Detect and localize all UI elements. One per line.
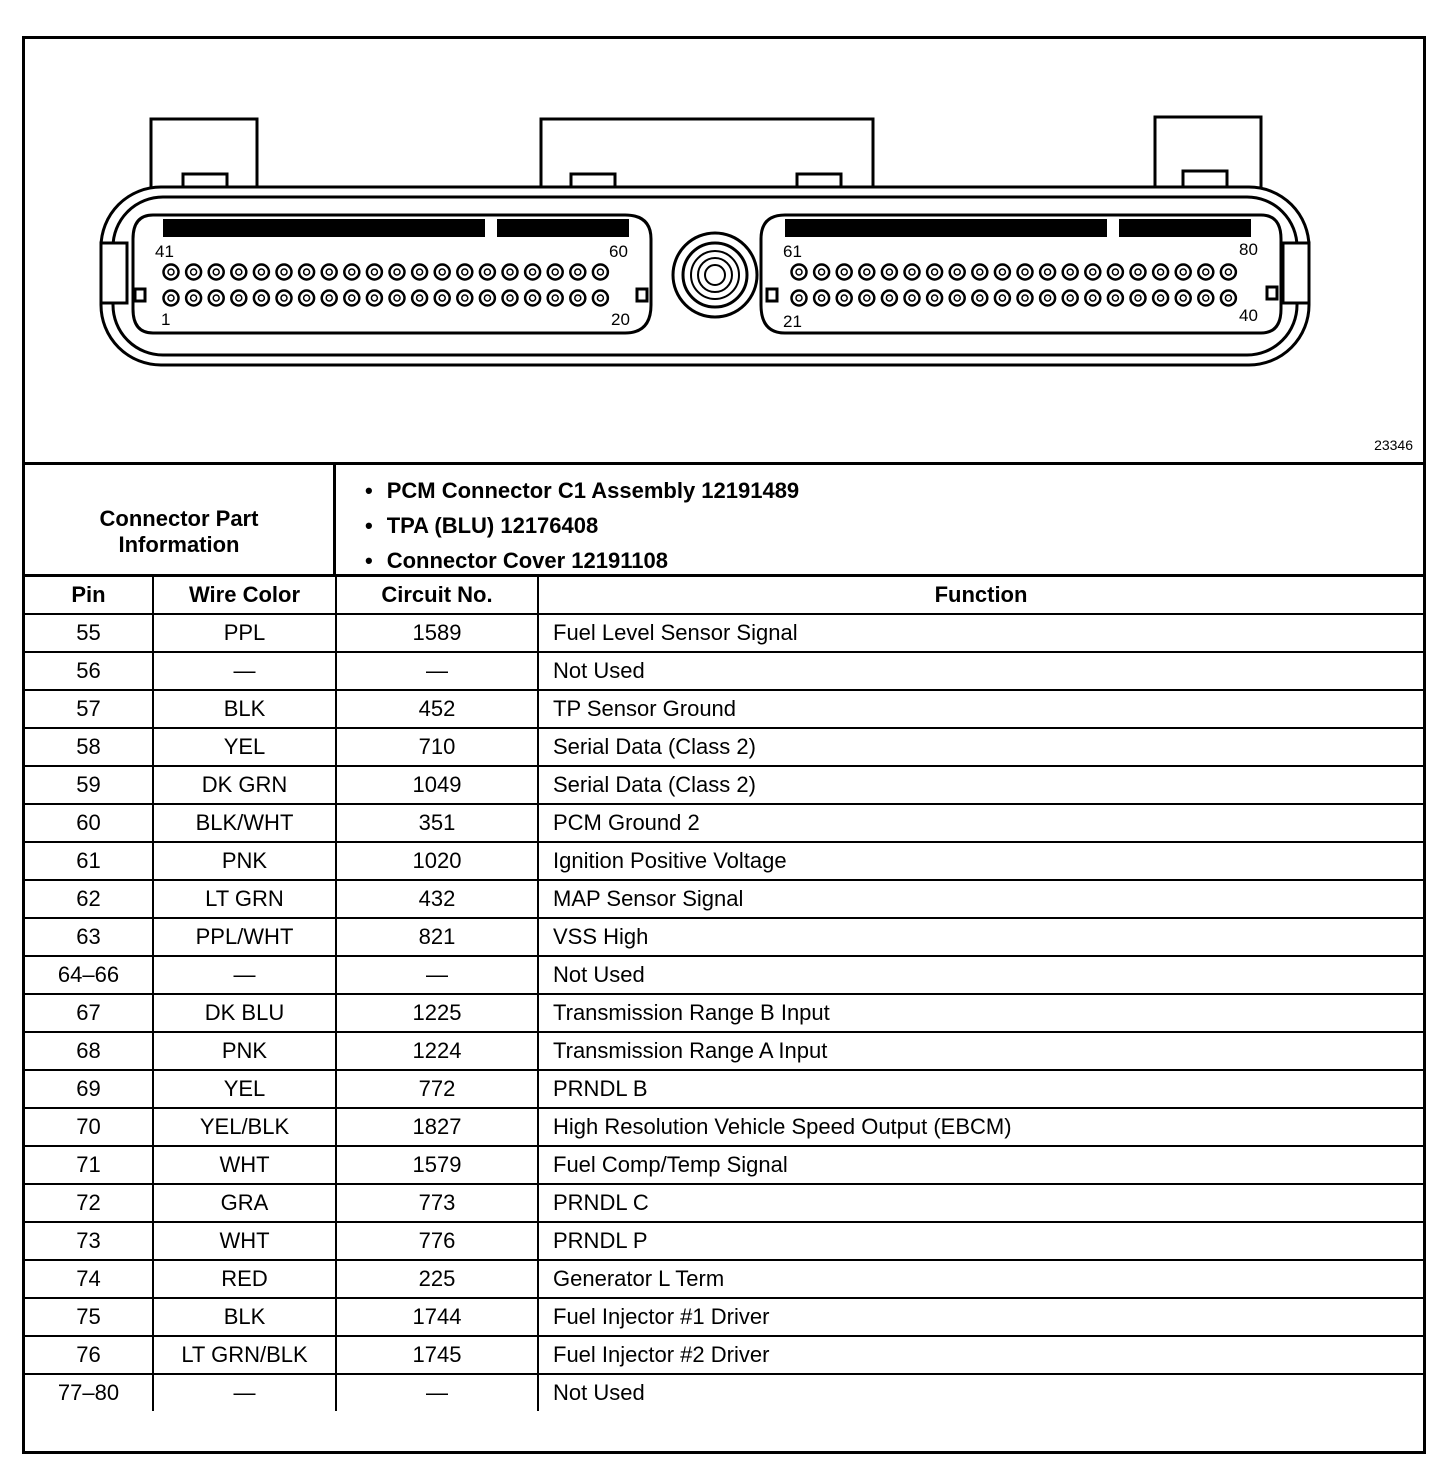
cell-circuit-no: 1224 bbox=[336, 1032, 538, 1070]
cell-function: Ignition Positive Voltage bbox=[538, 842, 1423, 880]
cell-pin: 56 bbox=[25, 652, 153, 690]
pin-label-80: 80 bbox=[1239, 240, 1258, 259]
cell-wire-color: YEL bbox=[153, 728, 336, 766]
cell-circuit-no: 452 bbox=[336, 690, 538, 728]
table-row bbox=[25, 1070, 1423, 1108]
header-wire-color: Wire Color bbox=[153, 577, 336, 614]
cell-function: Not Used bbox=[538, 652, 1423, 690]
table-row bbox=[25, 1260, 1423, 1298]
cell-wire-color: YEL/BLK bbox=[153, 1108, 336, 1146]
cell-wire-color: — bbox=[153, 956, 336, 994]
cell-pin: 75 bbox=[25, 1298, 153, 1336]
connector-part-information bbox=[25, 465, 1423, 577]
cell-wire-color: LT GRN/BLK bbox=[153, 1336, 336, 1374]
header-pin: Pin bbox=[25, 577, 153, 614]
pin-table-body bbox=[25, 614, 1423, 1411]
cell-function: PRNDL C bbox=[538, 1184, 1423, 1222]
cell-circuit-no: 351 bbox=[336, 804, 538, 842]
cell-circuit-no: 773 bbox=[336, 1184, 538, 1222]
cell-wire-color: — bbox=[153, 1374, 336, 1411]
table-row bbox=[25, 1146, 1423, 1184]
table-row bbox=[25, 766, 1423, 804]
cell-pin: 74 bbox=[25, 1260, 153, 1298]
cell-wire-color: WHT bbox=[153, 1146, 336, 1184]
table-row bbox=[25, 1032, 1423, 1070]
cell-circuit-no: — bbox=[336, 956, 538, 994]
table-row bbox=[25, 1222, 1423, 1260]
cell-wire-color: PPL/WHT bbox=[153, 918, 336, 956]
cell-circuit-no: — bbox=[336, 652, 538, 690]
cell-function: Not Used bbox=[538, 956, 1423, 994]
cell-pin: 63 bbox=[25, 918, 153, 956]
table-row bbox=[25, 1108, 1423, 1146]
cell-pin: 68 bbox=[25, 1032, 153, 1070]
header-function: Function bbox=[538, 577, 1423, 614]
cell-wire-color: — bbox=[153, 652, 336, 690]
part-info-label bbox=[25, 465, 336, 574]
table-row bbox=[25, 956, 1423, 994]
pin-table bbox=[25, 577, 1423, 1411]
cell-function: TP Sensor Ground bbox=[538, 690, 1423, 728]
cell-wire-color: PNK bbox=[153, 842, 336, 880]
cell-function: Fuel Injector #2 Driver bbox=[538, 1336, 1423, 1374]
cell-function: Serial Data (Class 2) bbox=[538, 728, 1423, 766]
cell-circuit-no: 1225 bbox=[336, 994, 538, 1032]
cell-pin: 76 bbox=[25, 1336, 153, 1374]
cell-pin: 67 bbox=[25, 994, 153, 1032]
table-row bbox=[25, 918, 1423, 956]
cell-circuit-no: 432 bbox=[336, 880, 538, 918]
cell-pin: 77–80 bbox=[25, 1374, 153, 1411]
figure-number: 23346 bbox=[1374, 437, 1413, 453]
cell-function: Not Used bbox=[538, 1374, 1423, 1411]
table-row bbox=[25, 652, 1423, 690]
cell-pin: 64–66 bbox=[25, 956, 153, 994]
cell-circuit-no: 1744 bbox=[336, 1298, 538, 1336]
table-row bbox=[25, 1298, 1423, 1336]
cell-pin: 55 bbox=[25, 614, 153, 652]
cell-circuit-no: 710 bbox=[336, 728, 538, 766]
cell-pin: 62 bbox=[25, 880, 153, 918]
cell-wire-color: LT GRN bbox=[153, 880, 336, 918]
table-row bbox=[25, 1374, 1423, 1411]
cell-pin: 70 bbox=[25, 1108, 153, 1146]
cell-pin: 59 bbox=[25, 766, 153, 804]
connector-illustration bbox=[25, 39, 1423, 459]
table-row bbox=[25, 842, 1423, 880]
cell-wire-color: DK GRN bbox=[153, 766, 336, 804]
part-info-label-line2: Information bbox=[118, 531, 240, 557]
cell-function: Transmission Range A Input bbox=[538, 1032, 1423, 1070]
cell-function: High Resolution Vehicle Speed Output (EBCM) bbox=[538, 1108, 1423, 1146]
left-key-bar-long bbox=[163, 219, 485, 237]
cell-circuit-no: 1020 bbox=[336, 842, 538, 880]
cell-circuit-no: 776 bbox=[336, 1222, 538, 1260]
cell-pin: 72 bbox=[25, 1184, 153, 1222]
pin-label-21: 21 bbox=[783, 312, 802, 331]
cell-function: Fuel Comp/Temp Signal bbox=[538, 1146, 1423, 1184]
connector-diagram-area bbox=[25, 39, 1423, 465]
cell-wire-color: PNK bbox=[153, 1032, 336, 1070]
header-circuit-no: Circuit No. bbox=[336, 577, 538, 614]
cell-function: PCM Ground 2 bbox=[538, 804, 1423, 842]
cell-wire-color: BLK bbox=[153, 1298, 336, 1336]
cell-wire-color: YEL bbox=[153, 1070, 336, 1108]
cell-function: VSS High bbox=[538, 918, 1423, 956]
cell-function: PRNDL B bbox=[538, 1070, 1423, 1108]
cell-pin: 73 bbox=[25, 1222, 153, 1260]
pin-label-20: 20 bbox=[611, 310, 630, 329]
cell-pin: 61 bbox=[25, 842, 153, 880]
cell-pin: 69 bbox=[25, 1070, 153, 1108]
table-row bbox=[25, 690, 1423, 728]
table-row bbox=[25, 880, 1423, 918]
table-header-row bbox=[25, 577, 1423, 614]
pin-label-60: 60 bbox=[609, 242, 628, 261]
cell-wire-color: DK BLU bbox=[153, 994, 336, 1032]
cell-wire-color: GRA bbox=[153, 1184, 336, 1222]
table-row bbox=[25, 1184, 1423, 1222]
table-row bbox=[25, 804, 1423, 842]
cell-pin: 60 bbox=[25, 804, 153, 842]
cell-function: PRNDL P bbox=[538, 1222, 1423, 1260]
pin-label-61: 61 bbox=[783, 242, 802, 261]
table-row bbox=[25, 994, 1423, 1032]
cell-wire-color: WHT bbox=[153, 1222, 336, 1260]
cell-wire-color: BLK/WHT bbox=[153, 804, 336, 842]
cell-circuit-no: 1745 bbox=[336, 1336, 538, 1374]
cell-function: MAP Sensor Signal bbox=[538, 880, 1423, 918]
cell-circuit-no: 1589 bbox=[336, 614, 538, 652]
cell-pin: 71 bbox=[25, 1146, 153, 1184]
cell-function: Generator L Term bbox=[538, 1260, 1423, 1298]
part-info-item: • PCM Connector C1 Assembly 12191489 bbox=[365, 473, 799, 508]
right-key-bar-long bbox=[785, 219, 1107, 237]
cell-function: Serial Data (Class 2) bbox=[538, 766, 1423, 804]
cell-circuit-no: 225 bbox=[336, 1260, 538, 1298]
cell-circuit-no: — bbox=[336, 1374, 538, 1411]
table-row bbox=[25, 614, 1423, 652]
right-key-bar-short bbox=[1119, 219, 1251, 237]
cell-circuit-no: 821 bbox=[336, 918, 538, 956]
cell-pin: 57 bbox=[25, 690, 153, 728]
cell-circuit-no: 1579 bbox=[336, 1146, 538, 1184]
pin-label-41: 41 bbox=[155, 242, 174, 261]
part-info-list bbox=[365, 473, 799, 578]
cell-circuit-no: 772 bbox=[336, 1070, 538, 1108]
cell-wire-color: BLK bbox=[153, 690, 336, 728]
part-info-item: • Connector Cover 12191108 bbox=[365, 543, 799, 578]
cell-function: Fuel Injector #1 Driver bbox=[538, 1298, 1423, 1336]
cell-circuit-no: 1049 bbox=[336, 766, 538, 804]
cell-function: Transmission Range B Input bbox=[538, 994, 1423, 1032]
table-row bbox=[25, 728, 1423, 766]
cell-circuit-no: 1827 bbox=[336, 1108, 538, 1146]
document-frame bbox=[22, 36, 1426, 1454]
pin-label-40: 40 bbox=[1239, 306, 1258, 325]
part-info-label-line1: Connector Part bbox=[99, 505, 259, 531]
center-bolt-icon bbox=[673, 233, 757, 317]
part-info-item: • TPA (BLU) 12176408 bbox=[365, 508, 799, 543]
pin-label-1: 1 bbox=[161, 310, 171, 329]
left-key-bar-short bbox=[497, 219, 629, 237]
cell-pin: 58 bbox=[25, 728, 153, 766]
table-row bbox=[25, 1336, 1423, 1374]
cell-wire-color: PPL bbox=[153, 614, 336, 652]
cell-wire-color: RED bbox=[153, 1260, 336, 1298]
cell-function: Fuel Level Sensor Signal bbox=[538, 614, 1423, 652]
